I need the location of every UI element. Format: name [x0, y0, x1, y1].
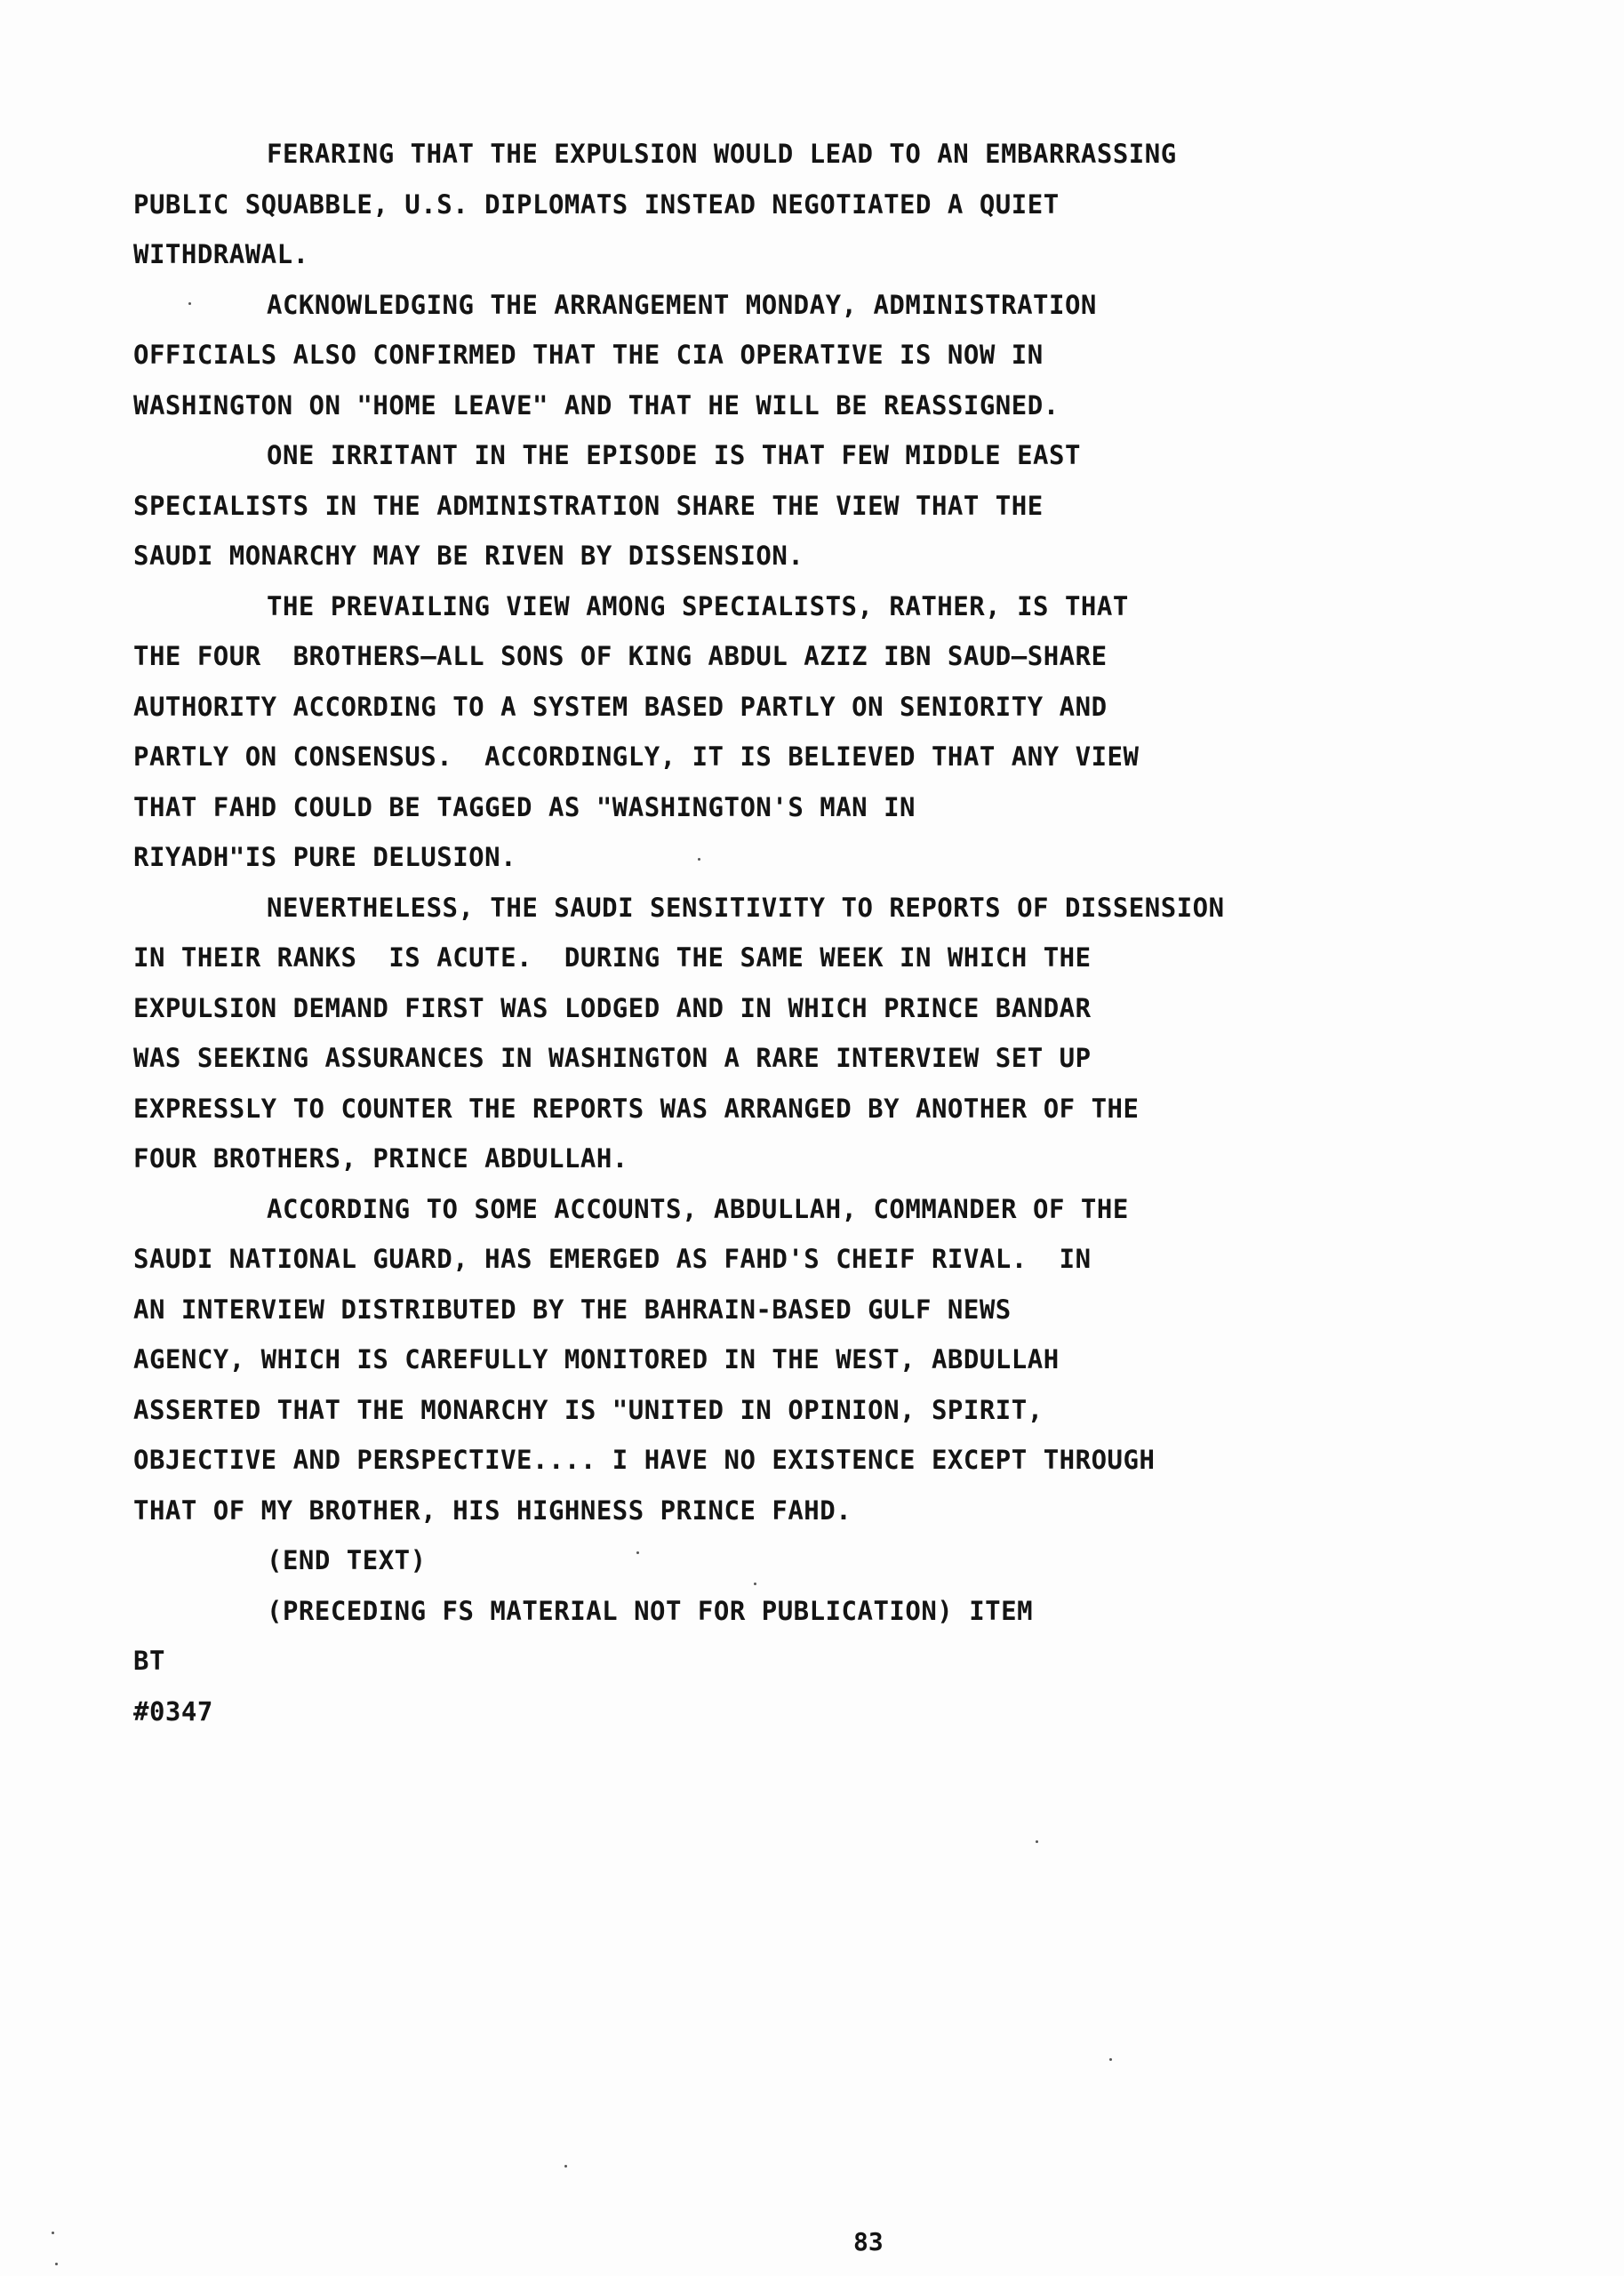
scan-speck — [1109, 2058, 1112, 2061]
text-line: FOUR BROTHERS, PRINCE ABDULLAH. — [133, 1143, 628, 1174]
text-line: AGENCY, WHICH IS CAREFULLY MONITORED IN THE WEST, ABDULLAH — [133, 1344, 1060, 1374]
text-line: OFFICIALS ALSO CONFIRMED THAT THE CIA OPERATIVE IS NOW IN — [133, 340, 1044, 370]
text-line: WITHDRAWAL. — [133, 239, 309, 269]
paragraph — [133, 280, 1360, 431]
text-line: WAS SEEKING ASSURANCES IN WASHINGTON A RARE INTERVIEW SET UP — [133, 1043, 1092, 1073]
text-line: FERARING THAT THE EXPULSION WOULD LEAD TO AN EMBARRASSING — [267, 139, 1177, 169]
scan-speck — [188, 302, 191, 305]
paragraph — [133, 581, 1360, 883]
document-body — [133, 129, 1360, 1736]
text-line: SAUDI MONARCHY MAY BE RIVEN BY DISSENSION. — [133, 541, 804, 571]
text-line: ACCORDING TO SOME ACCOUNTS, ABDULLAH, COMMANDER OF THE — [267, 1193, 1129, 1224]
text-line: THE PREVAILING VIEW AMONG SPECIALISTS, RATHER, IS THAT — [267, 590, 1129, 621]
text-line: AN INTERVIEW DISTRIBUTED BY THE BAHRAIN-BASED GULF NEWS — [133, 1294, 1012, 1325]
scan-speck — [564, 2165, 567, 2168]
paragraph — [133, 129, 1360, 280]
text-line: ASSERTED THAT THE MONARCHY IS "UNITED IN OPINION, SPIRIT, — [133, 1394, 1044, 1425]
page-number: 83 — [853, 2227, 884, 2256]
text-line: THAT OF MY BROTHER, HIS HIGHNESS PRINCE FAHD. — [133, 1495, 852, 1526]
text-line: IN THEIR RANKS IS ACUTE. DURING THE SAME WEEK IN WHICH THE — [133, 942, 1092, 973]
text-line: SPECIALISTS IN THE ADMINISTRATION SHARE THE VIEW THAT THE — [133, 490, 1044, 521]
text-line: OBJECTIVE AND PERSPECTIVE.... I HAVE NO EXISTENCE EXCEPT THROUGH — [133, 1445, 1156, 1475]
text-line: EXPRESSLY TO COUNTER THE REPORTS WAS ARRANGED BY ANOTHER OF THE — [133, 1093, 1140, 1124]
text-line: THE FOUR BROTHERS—ALL SONS OF KING ABDUL AZIZ IBN SAUD—SHARE — [133, 641, 1108, 671]
paragraph — [133, 1184, 1360, 1536]
scan-speck — [55, 2263, 58, 2265]
message-number: #0347 — [133, 1695, 213, 1727]
text-line: NEVERTHELESS, THE SAUDI SENSITIVITY TO REPORTS OF DISSENSION — [267, 892, 1225, 923]
scan-speck — [754, 1583, 756, 1585]
text-line: ACKNOWLEDGING THE ARRANGEMENT MONDAY, ADMINISTRATION — [267, 289, 1097, 320]
scan-speck — [52, 2232, 54, 2234]
bt-marker: BT — [133, 1646, 165, 1676]
scan-speck — [1036, 1840, 1038, 1843]
text-line: PUBLIC SQUABBLE, U.S. DIPLOMATS INSTEAD NEGOTIATED A QUIET — [133, 188, 1060, 220]
text-line: AUTHORITY ACCORDING TO A SYSTEM BASED PARTLY ON SENIORITY AND — [133, 691, 1108, 722]
text-line: SAUDI NATIONAL GUARD, HAS EMERGED AS FAHD'S CHEIF RIVAL. IN — [133, 1244, 1092, 1274]
text-line: ONE IRRITANT IN THE EPISODE IS THAT FEW MIDDLE EAST — [267, 440, 1081, 470]
paragraph — [133, 883, 1360, 1184]
text-line: PARTLY ON CONSENSUS. ACCORDINGLY, IT IS BELIEVED THAT ANY VIEW — [133, 741, 1140, 772]
preceding-note: (PRECEDING FS MATERIAL NOT FOR PUBLICATION) ITEM — [267, 1595, 1034, 1626]
scan-speck — [698, 858, 700, 861]
text-line: EXPULSION DEMAND FIRST WAS LODGED AND IN WHICH PRINCE BANDAR — [133, 992, 1092, 1023]
scan-speck — [636, 1551, 639, 1554]
text-line: THAT FAHD COULD BE TAGGED AS "WASHINGTON'S MAN IN — [133, 791, 916, 822]
paragraph — [133, 430, 1360, 581]
text-line: WASHINGTON ON "HOME LEAVE" AND THAT HE WILL BE REASSIGNED. — [133, 389, 1060, 421]
text-line: RIYADH"IS PURE DELUSION. — [133, 842, 517, 872]
end-text: (END TEXT) — [267, 1545, 427, 1575]
